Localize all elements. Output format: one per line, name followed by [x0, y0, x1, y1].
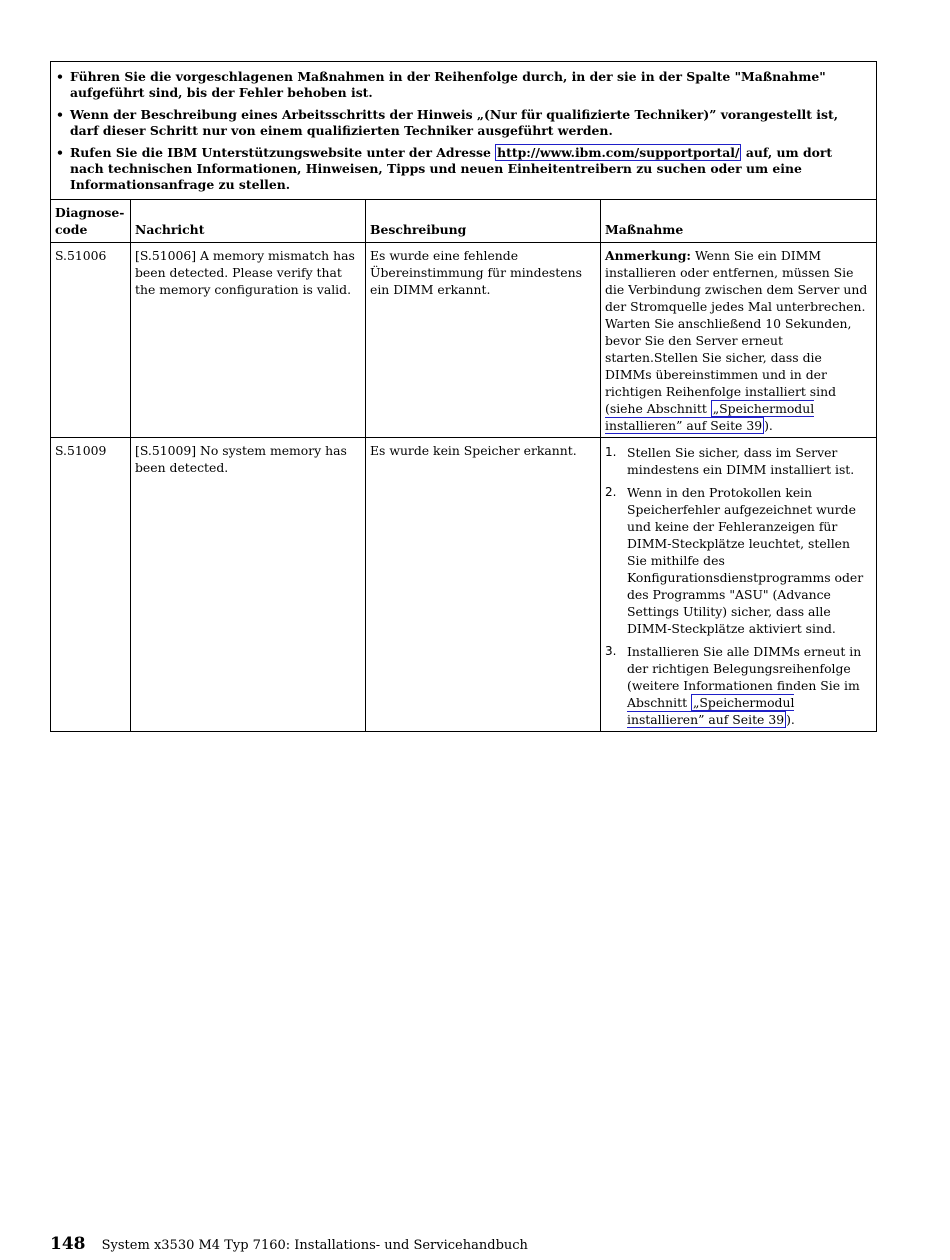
- column-header-message: Nachricht: [131, 200, 366, 243]
- action-cell: [601, 243, 877, 438]
- intro-instructions: [51, 62, 877, 200]
- bullet-icon: •: [56, 145, 64, 160]
- action-cell: [601, 438, 877, 732]
- intro-item-text-before-link: Rufen Sie die IBM Unterstützungswebsite unter der Adresse: [70, 145, 491, 160]
- footer-title: System x3530 M4 Typ 7160: Installations- und Servicehandbuch: [101, 1238, 528, 1253]
- action-step: [605, 643, 872, 728]
- bullet-icon: •: [56, 69, 64, 84]
- step-text: Stellen Sie sicher, dass im Server mindestens ein DIMM installiert ist.: [627, 445, 855, 477]
- description-text: Es wurde eine fehlende Übereinstimmung für mindestens ein DIMM erkannt.: [366, 243, 601, 438]
- ibm-support-link[interactable]: http://www.ibm.com/supportportal/: [497, 145, 740, 160]
- table-row: [51, 243, 877, 438]
- step-number: 3.: [605, 644, 617, 658]
- intro-item-text: Führen Sie die vorgeschlagenen Maßnahmen in der Reihenfolge durch, in der sie in der Spalte "Maßnahme" aufgeführt sind, bis der Fehler behoben ist.: [70, 69, 826, 100]
- description-text: Es wurde kein Speicher erkannt.: [366, 438, 601, 732]
- intro-item: [55, 69, 870, 101]
- intro-item-text-after-link: auf, um dort nach technischen Informationen, Hinweisen, Tipps und neuen Einheitentreibern zu suchen oder um eine Informationsanfrage zu stellen.: [70, 145, 833, 192]
- page-number: 148: [50, 1234, 86, 1254]
- note-text: Wenn Sie ein DIMM installieren oder entfernen, müssen Sie die Verbindung zwischen dem Server und der Stromquelle jedes Mal unterbrechen. Warten Sie anschließend 10 Sekunden, bevor Sie den Server erneut starten.Stellen Sie sicher, dass die DIMMs übereinstimmen und in der richtigen Reihenfolge installiert sind (siehe Abschnitt: [605, 248, 868, 416]
- message-text: [S.51009] No system memory has been detected.: [131, 438, 366, 732]
- step-text: Installieren Sie alle DIMMs erneut in der richtigen Belegungsreihenfolge (weitere Informationen finden Sie im Abschnitt: [627, 644, 862, 710]
- intro-item-text: Wenn der Beschreibung eines Arbeitsschritts der Hinweis „(Nur für qualifizierte Techniker)” vorangestellt ist, darf dieser Schritt nur von einem qualifizierten Techniker ausgeführt werden.: [70, 107, 839, 138]
- action-step: [605, 484, 872, 637]
- column-header-action: Maßnahme: [601, 200, 877, 243]
- error-code-table-wrapper: [50, 61, 876, 732]
- note-label: Anmerkung:: [605, 248, 691, 263]
- error-code-table: [50, 61, 877, 732]
- note-end: ).: [764, 418, 773, 433]
- action-step: [605, 444, 872, 478]
- intro-item: [55, 145, 870, 193]
- step-number: 2.: [605, 485, 617, 499]
- memory-module-install-link[interactable]: „Speichermodul installieren” auf Seite 39: [605, 401, 815, 433]
- step-number: 1.: [605, 445, 617, 459]
- intro-row: [51, 62, 877, 200]
- intro-item: [55, 107, 870, 139]
- bullet-icon: •: [56, 107, 64, 122]
- action-steps: [605, 444, 872, 728]
- message-text: [S.51006] A memory mismatch has been detected. Please verify that the memory configuration is valid.: [131, 243, 366, 438]
- step-text: Wenn in den Protokollen kein Speicherfehler aufgezeichnet wurde und keine der Fehleranzeigen für DIMM-Steckplätze leuchtet, stellen Sie mithilfe des Konfigurationsdienstprogramms oder des Programms "ASU" (Advance Settings Utility) sicher, dass alle DIMM-Steckplätze aktiviert sind.: [627, 485, 864, 636]
- table-header-row: [51, 200, 877, 243]
- page-footer: [50, 1234, 528, 1254]
- diagnostic-code: S.51006: [51, 243, 131, 438]
- column-header-code: Diagnose-code: [51, 200, 131, 243]
- column-header-description: Beschreibung: [366, 200, 601, 243]
- step-end: ).: [786, 712, 795, 727]
- diagnostic-code: S.51009: [51, 438, 131, 732]
- intro-list: [55, 69, 870, 193]
- table-row: [51, 438, 877, 732]
- memory-module-install-link[interactable]: „Speichermodul installieren” auf Seite 39: [627, 695, 795, 727]
